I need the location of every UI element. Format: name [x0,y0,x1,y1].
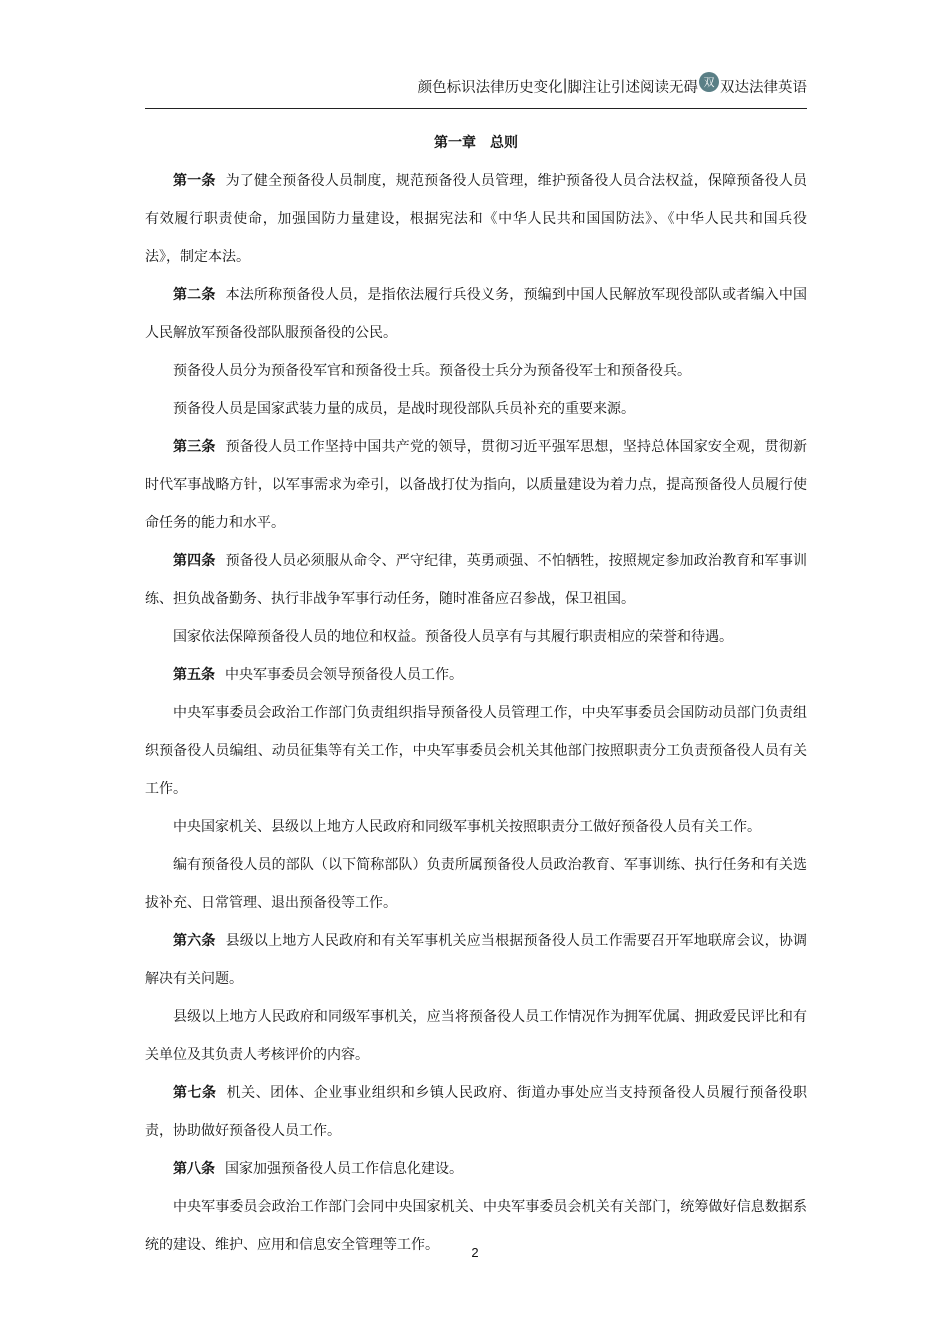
paragraph [145,542,807,618]
header-text-left: 颜色标识法律历史变化 [417,79,563,96]
paragraph [145,162,807,276]
paragraph [145,618,807,656]
paragraph [145,808,807,846]
paragraph-text: 中央军事委员会领导预备役人员工作。 [225,667,463,683]
article-number: 第一条 [173,173,216,189]
paragraph-text: 中央军事委员会政治工作部门负责组织指导预备役人员管理工作，中央军事委员会国防动员部门负责组织预备役人员编组、动员征集等有关工作，中央军事委员会机关其他部门按照职责分工负责预备役人员有关工作。 [145,705,807,797]
paragraph [145,352,807,390]
article-number: 第二条 [173,287,216,303]
page-header [145,64,807,109]
chapter-number: 第一章 [434,135,476,151]
article-number: 第三条 [173,439,216,455]
paragraph [145,276,807,352]
chapter-heading [145,124,807,162]
article-number: 第六条 [173,933,216,949]
document-body [145,124,807,1264]
article-number: 第四条 [173,553,216,569]
paragraph [145,846,807,922]
paragraph-text: 县级以上地方人民政府和同级军事机关，应当将预备役人员工作情况作为拥军优属、拥政爱民评比和有关单位及其负责人考核评价的内容。 [145,1009,807,1063]
paragraph [145,656,807,694]
article-number: 第五条 [173,667,215,683]
brand-logo-icon: 双 [699,72,719,92]
paragraph-text: 国家依法保障预备役人员的地位和权益。预备役人员享有与其履行职责相应的荣誉和待遇。 [173,629,733,645]
paragraph [145,694,807,808]
paragraph-text: 国家加强预备役人员工作信息化建设。 [225,1161,463,1177]
paragraph-text: 县级以上地方人民政府和有关军事机关应当根据预备役人员工作需要召开军地联席会议，协调解决有关问题。 [145,933,808,987]
paragraph [145,428,807,542]
paragraph-text: 机关、团体、企业事业组织和乡镇人民政府、街道办事处应当支持预备役人员履行预备役职责，协助做好预备役人员工作。 [145,1085,808,1139]
chapter-title: 总则 [490,135,518,151]
paragraph-text: 中央军事委员会政治工作部门会同中央国家机关、中央军事委员会机关有关部门，统筹做好信息数据系统的建设、维护、应用和信息安全管理等工作。 [145,1199,807,1253]
paragraph-text: 预备役人员必须服从命令、严守纪律，英勇顽强、不怕牺牲，按照规定参加政治教育和军事训练、担负战备勤务、执行非战争军事行动任务，随时准备应召参战，保卫祖国。 [145,553,808,607]
paragraph [145,1074,807,1150]
paragraph [145,1150,807,1188]
paragraph [145,922,807,998]
paragraph-text: 预备役人员是国家武装力量的成员，是战时现役部队兵员补充的重要来源。 [173,401,635,417]
header-text-right: 双达法律英语 [720,79,807,96]
paragraph-text: 中央国家机关、县级以上地方人民政府和同级军事机关按照职责分工做好预备役人员有关工作。 [173,819,761,835]
paragraph-text: 编有预备役人员的部队（以下简称部队）负责所属预备役人员政治教育、军事训练、执行任务和有关选拔补充、日常管理、退出预备役等工作。 [145,857,807,911]
paragraph [145,998,807,1074]
paragraph-text: 预备役人员分为预备役军官和预备役士兵。预备役士兵分为预备役军士和预备役兵。 [173,363,691,379]
paragraph-list [145,162,807,1264]
header-text-mid: 脚注让引述阅读无碍 [567,79,698,96]
page-number: 2 [471,1245,479,1260]
paragraph [145,390,807,428]
article-number: 第七条 [173,1085,217,1101]
header-divider: | [562,78,568,94]
paragraph-text: 预备役人员工作坚持中国共产党的领导，贯彻习近平强军思想，坚持总体国家安全观，贯彻新时代军事战略方针，以军事需求为牵引，以备战打仗为指向，以质量建设为着力点，提高预备役人员履行使命任务的能力和水平。 [145,439,808,531]
paragraph-text: 为了健全预备役人员制度，规范预备役人员管理，维护预备役人员合法权益，保障预备役人员有效履行职责使命，加强国防力量建设，根据宪法和《中华人民共和国国防法》、《中华人民共和国兵役法》，制定本法。 [145,173,808,265]
article-number: 第八条 [173,1161,215,1177]
paragraph-text: 本法所称预备役人员，是指依法履行兵役义务，预编到中国人民解放军现役部队或者编入中国人民解放军预备役部队服预备役的公民。 [145,287,808,341]
